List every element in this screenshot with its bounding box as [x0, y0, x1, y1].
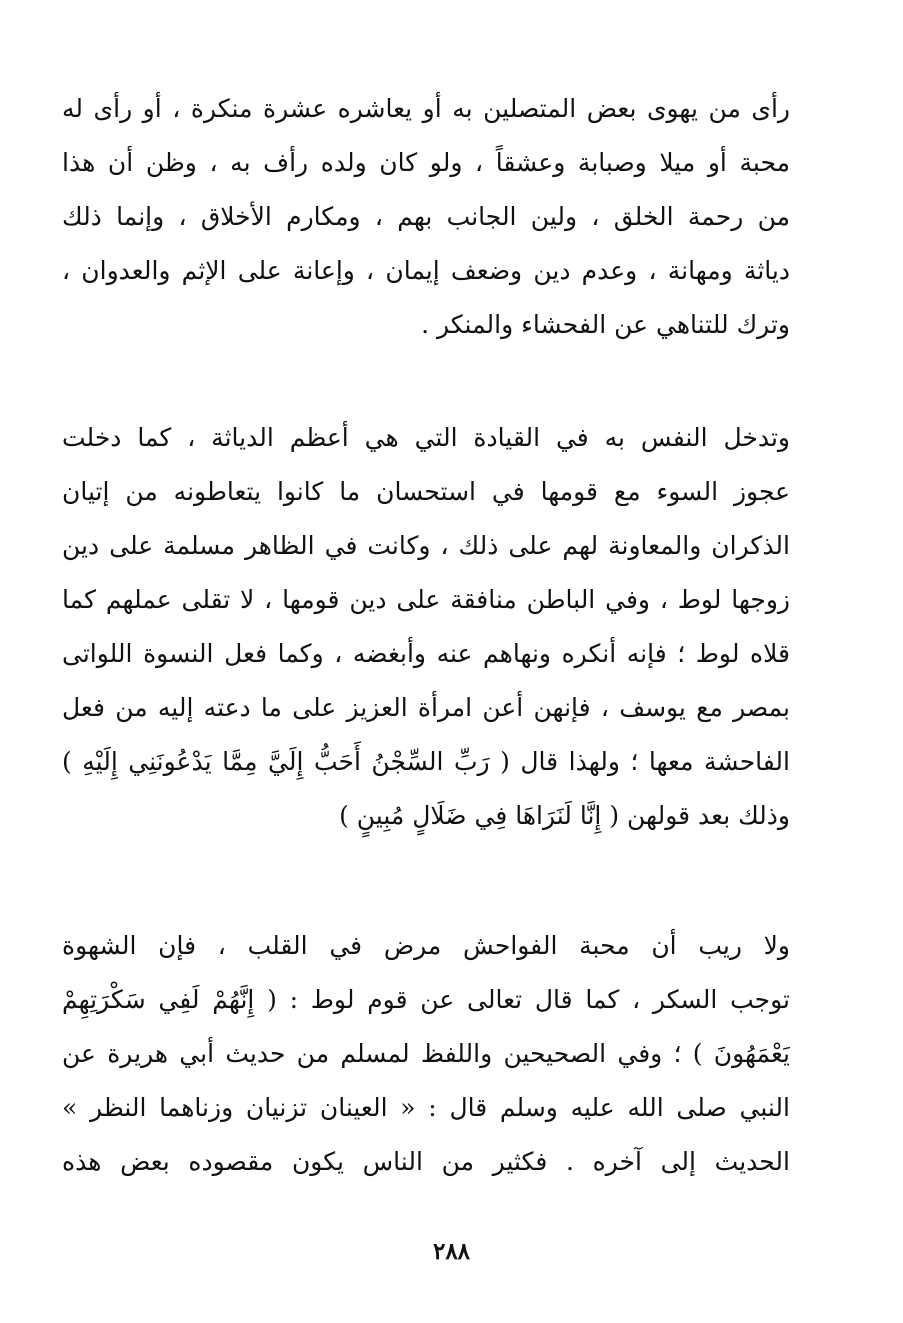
text-line: بمصر مع يوسف ، فإنهن أعن امرأة العزيز على ما دعته إليه من فعل — [62, 693, 790, 722]
text-line: زوجها لوط ، وفي الباطن منافقة على دين قومها ، لا تقلى عملهم كما — [62, 585, 790, 614]
text-line: من رحمة الخلق ، ولين الجانب بهم ، ومكارم الأخلاق ، وإنما ذلك — [62, 202, 790, 231]
text-line: الذكران والمعاونة لهم على ذلك ، وكانت في الظاهر مسلمة على دين — [62, 531, 790, 560]
text-line: دياثة ومهانة ، وعدم دين وضعف إيمان ، وإعانة على الإثم والعدوان ، — [62, 256, 790, 285]
text-line: محبة أو ميلا وصبابة وعشقاً ، ولو كان ولده رأف به ، وظن أن هذا — [62, 148, 790, 177]
text-line: ولا ريب أن محبة الفواحش مرض في القلب ، فإن الشهوة — [62, 931, 790, 960]
page-number: ٢٨٨ — [432, 1238, 471, 1265]
paragraph-1 — [62, 82, 790, 352]
text-line: وتدخل النفس به في القيادة التي هي أعظم الدياثة ، كما دخلت — [62, 423, 790, 452]
text-line-with-verse: توجب السكر ، كما قال تعالى عن قوم لوط : ( إِنَّهُمْ لَفِي سَكْرَتِهِمْ — [62, 985, 790, 1014]
paragraph-2 — [62, 411, 790, 843]
text-line: قلاه لوط ؛ فإنه أنكره ونهاهم عنه وأبغضه ، وكما فعل النسوة اللواتى — [62, 639, 790, 668]
paragraph-3 — [62, 919, 790, 1189]
text-line: عجوز السوء مع قومها في استحسان ما كانوا يتعاطونه من إتيان — [62, 477, 790, 506]
text-line: وترك للتناهي عن الفحشاء والمنكر . — [421, 310, 790, 339]
text-line: رأى من يهوى بعض المتصلين به أو يعاشره عشرة منكرة ، أو رأى له — [62, 94, 790, 123]
text-line: الحديث إلى آخره . فكثير من الناس يكون مقصوده بعض هذه — [62, 1147, 790, 1176]
text-line-with-verse: يَعْمَهُونَ ) ؛ وفي الصحيحين واللفظ لمسلم من حديث أبي هريرة عن — [62, 1039, 790, 1068]
text-line-with-verse: وذلك بعد قولهن ( إِنَّا لَنَرَاهَا فِي ضَلَالٍ مُبِينٍ ) — [339, 801, 790, 830]
text-line: النبي صلى الله عليه وسلم قال : « العينان تزنيان وزناهما النظر » — [62, 1093, 790, 1122]
text-line-with-verse: الفاحشة معها ؛ ولهذا قال ( رَبِّ السِّجْنُ أَحَبُّ إِلَيَّ مِمَّا يَدْعُونَنِي إِلَيْهِ ) — [62, 747, 790, 776]
